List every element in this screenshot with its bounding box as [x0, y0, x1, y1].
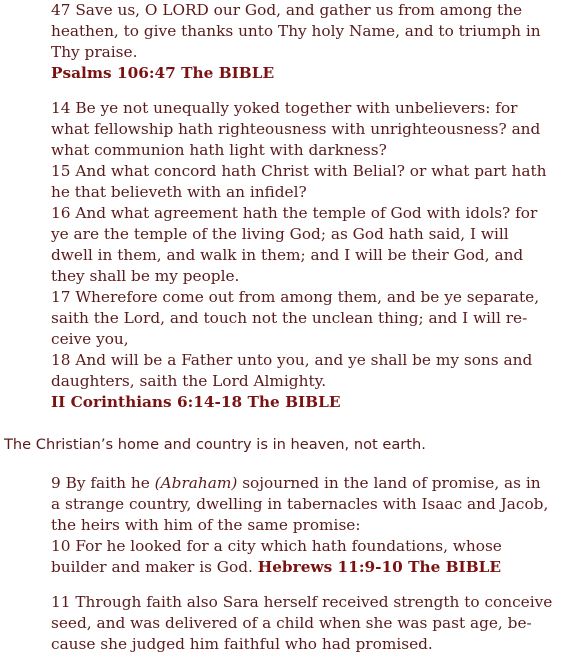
verse-line: 17 Wherefore come out from among them, and be ye separate,	[51, 288, 540, 306]
verse-line: cause she judged him faithful who had promised.	[51, 635, 433, 653]
verse-line: a strange country, dwelling in tabernacles with Isaac and Jacob,	[51, 495, 549, 513]
hebrews-passage	[51, 473, 571, 578]
verse-line: what communion hath light with darkness?	[51, 141, 387, 159]
verse-line: he that believeth with an infidel?	[51, 183, 307, 201]
verse-line: 11 Through faith also Sara herself received strength to conceive	[51, 593, 553, 611]
verse-line: daughters, saith the Lord Almighty.	[51, 372, 327, 390]
verse-line: 18 And will be a Father unto you, and ye shall be my sons and	[51, 351, 533, 369]
verse-text: 9 By faith he	[51, 474, 155, 492]
verse-text: builder and maker is God.	[51, 558, 258, 576]
scripture-reference: II Corinthians 6:14-18 The BIBLE	[51, 393, 341, 411]
verse-line: heathen, to give thanks unto Thy holy Name, and to triumph in	[51, 22, 541, 40]
verse-line: seed, and was delivered of a child when she was past age, be-	[51, 614, 532, 632]
verse-line: 15 And what concord hath Christ with Belial? or what part hath	[51, 162, 547, 180]
verse-line: 10 For he looked for a city which hath foundations, whose	[51, 537, 502, 555]
psalms-passage	[51, 0, 571, 84]
verse-line: what fellowship hath righteousness with unrighteousness? and	[51, 120, 541, 138]
verse-line: 14 Be ye not unequally yoked together with unbelievers: for	[51, 99, 518, 117]
verse-line: ceive you,	[51, 330, 129, 348]
scripture-reference: Hebrews 11:9-10 The BIBLE	[257, 558, 502, 576]
verse-text: sojourned in the land of promise, as in	[237, 474, 541, 492]
verse-line: 16 And what agreement hath the temple of God with idols? for	[51, 204, 538, 222]
sara-passage	[51, 592, 571, 655]
corinthians-passage	[51, 98, 571, 413]
verse-line: dwell in them, and walk in them; and I will be their God, and	[51, 246, 524, 264]
verse-line	[51, 473, 571, 494]
verse-line: the heirs with him of the same promise:	[51, 516, 361, 534]
italic-insertion: (Abraham)	[154, 474, 238, 492]
scripture-reference: Psalms 106:47 The BIBLE	[51, 64, 275, 82]
commentary-note: The Christian’s home and country is in heaven, not earth.	[4, 436, 426, 453]
verse-line	[51, 557, 571, 578]
verse-line: 47 Save us, O LORD our God, and gather us from among the	[51, 1, 523, 19]
verse-line: Thy praise.	[51, 43, 138, 61]
verse-line: saith the Lord, and touch not the unclean thing; and I will re-	[51, 309, 528, 327]
verse-line: they shall be my people.	[51, 267, 240, 285]
verse-line: ye are the temple of the living God; as God hath said, I will	[51, 225, 509, 243]
